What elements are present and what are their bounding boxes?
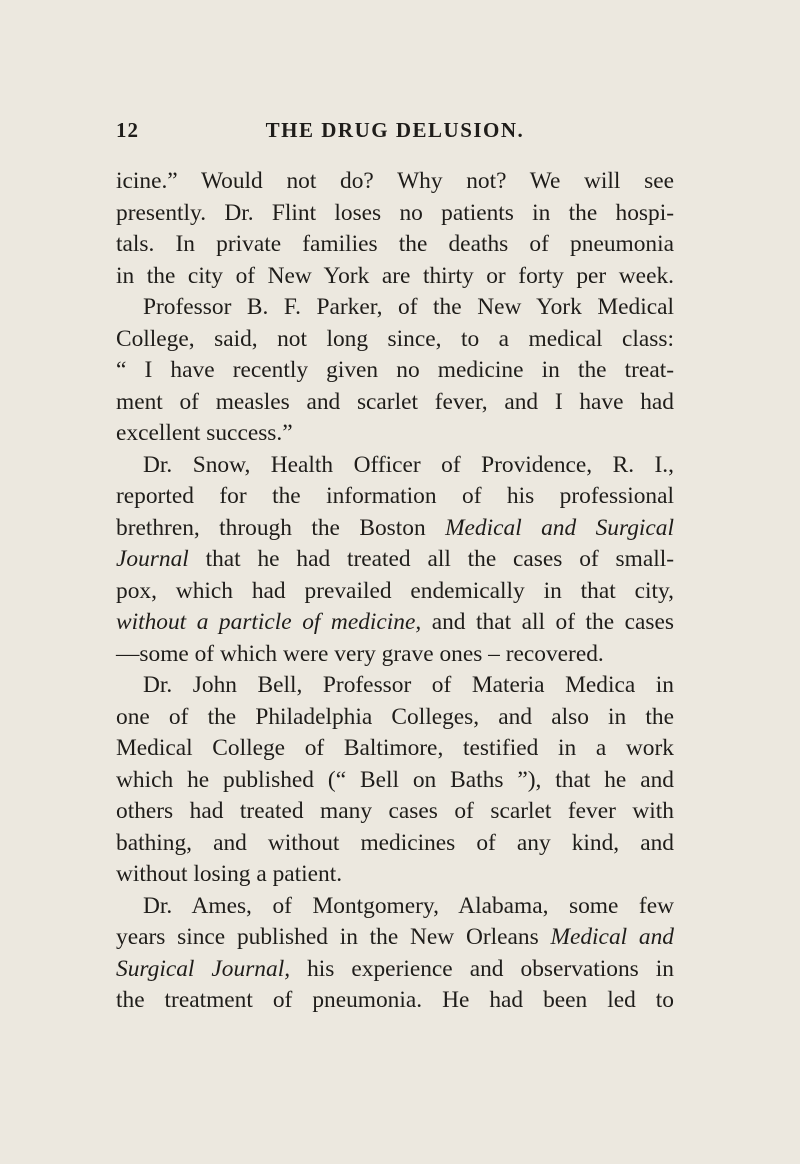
text-run: Dr. John Bell, Professor of Materia Medica in [143, 672, 674, 698]
text-line [116, 733, 674, 765]
text-run: his experience and observations in [290, 955, 674, 982]
text-run: brethren, through the Boston [116, 514, 446, 541]
text-run: presently. Dr. Flint loses no patients in the hospi- [116, 199, 674, 226]
page-number: 12 [116, 118, 139, 142]
text-run: without losing a patient. [116, 861, 343, 887]
text-run: College, said, not long since, to a medical class: [116, 325, 674, 352]
text-run: bathing, and without medicines of any kind, and [116, 829, 674, 856]
italic-text-run: Medical and [550, 924, 674, 950]
text-line [116, 954, 674, 986]
text-line [116, 670, 674, 702]
text-line [116, 985, 674, 1017]
text-line [116, 387, 674, 419]
text-run: Dr. Ames, of Montgomery, Alabama, some few [143, 892, 674, 919]
text-line [116, 796, 674, 828]
text-line [116, 891, 674, 923]
text-run: the treatment of pneumonia. He had been led to [116, 987, 674, 1013]
italic-text-run: Surgical Journal, [116, 955, 291, 982]
text-line [116, 607, 674, 639]
page-header [116, 118, 674, 148]
text-line [116, 450, 674, 482]
italic-text-run: Medical and Surgical [445, 514, 675, 541]
text-run: icine.” Would not do? Why not? We will see [116, 168, 674, 194]
text-line [116, 859, 674, 891]
text-line [116, 324, 674, 356]
text-line [116, 166, 674, 198]
italic-text-run: without a particle of medicine, [116, 609, 422, 635]
text-run: Medical College of Baltimore, testified in a work [116, 735, 674, 761]
text-run: reported for the information of his professional [116, 483, 674, 509]
text-line [116, 481, 674, 513]
text-line [116, 198, 674, 230]
text-line [116, 261, 674, 293]
text-run: tals. In private families the deaths of pneumonia [116, 231, 674, 257]
text-line [116, 828, 674, 860]
text-line [116, 229, 674, 261]
text-line [116, 292, 674, 324]
text-line [116, 513, 674, 545]
text-line [116, 765, 674, 797]
text-run: excellent success.” [116, 420, 293, 446]
text-run: pox, which had prevailed endemically in that city, [116, 577, 674, 604]
text-run: —some of which were very grave ones – recovered. [116, 640, 604, 667]
text-run: ment of measles and scarlet fever, and I have had [116, 388, 674, 415]
text-run: one of the Philadelphia Colleges, and also in the [116, 703, 674, 730]
text-line [116, 639, 674, 671]
text-run: Dr. Snow, Health Officer of Providence, R. I., [143, 451, 674, 478]
text-line [116, 922, 674, 954]
text-run: years since published in the New Orleans [116, 924, 551, 950]
text-run: “ I have recently given no medicine in the treat- [116, 357, 674, 383]
italic-text-run: Journal [116, 546, 189, 572]
text-line [116, 702, 674, 734]
text-line [116, 355, 674, 387]
text-line [116, 544, 674, 576]
text-run: that he had treated all the cases of small- [188, 546, 674, 572]
text-run: Professor B. F. Parker, of the New York Medical [143, 294, 674, 320]
text-run: others had treated many cases of scarlet fever with [116, 798, 674, 824]
text-run: and that all of the cases [421, 609, 674, 635]
running-head: THE DRUG DELUSION. [265, 118, 525, 142]
text-run: in the city of New York are thirty or forty per week. [116, 262, 674, 289]
text-line [116, 418, 674, 450]
body-text [116, 166, 674, 1017]
text-run: which he published (“ Bell on Baths ”), that he and [116, 766, 674, 793]
text-line [116, 576, 674, 608]
